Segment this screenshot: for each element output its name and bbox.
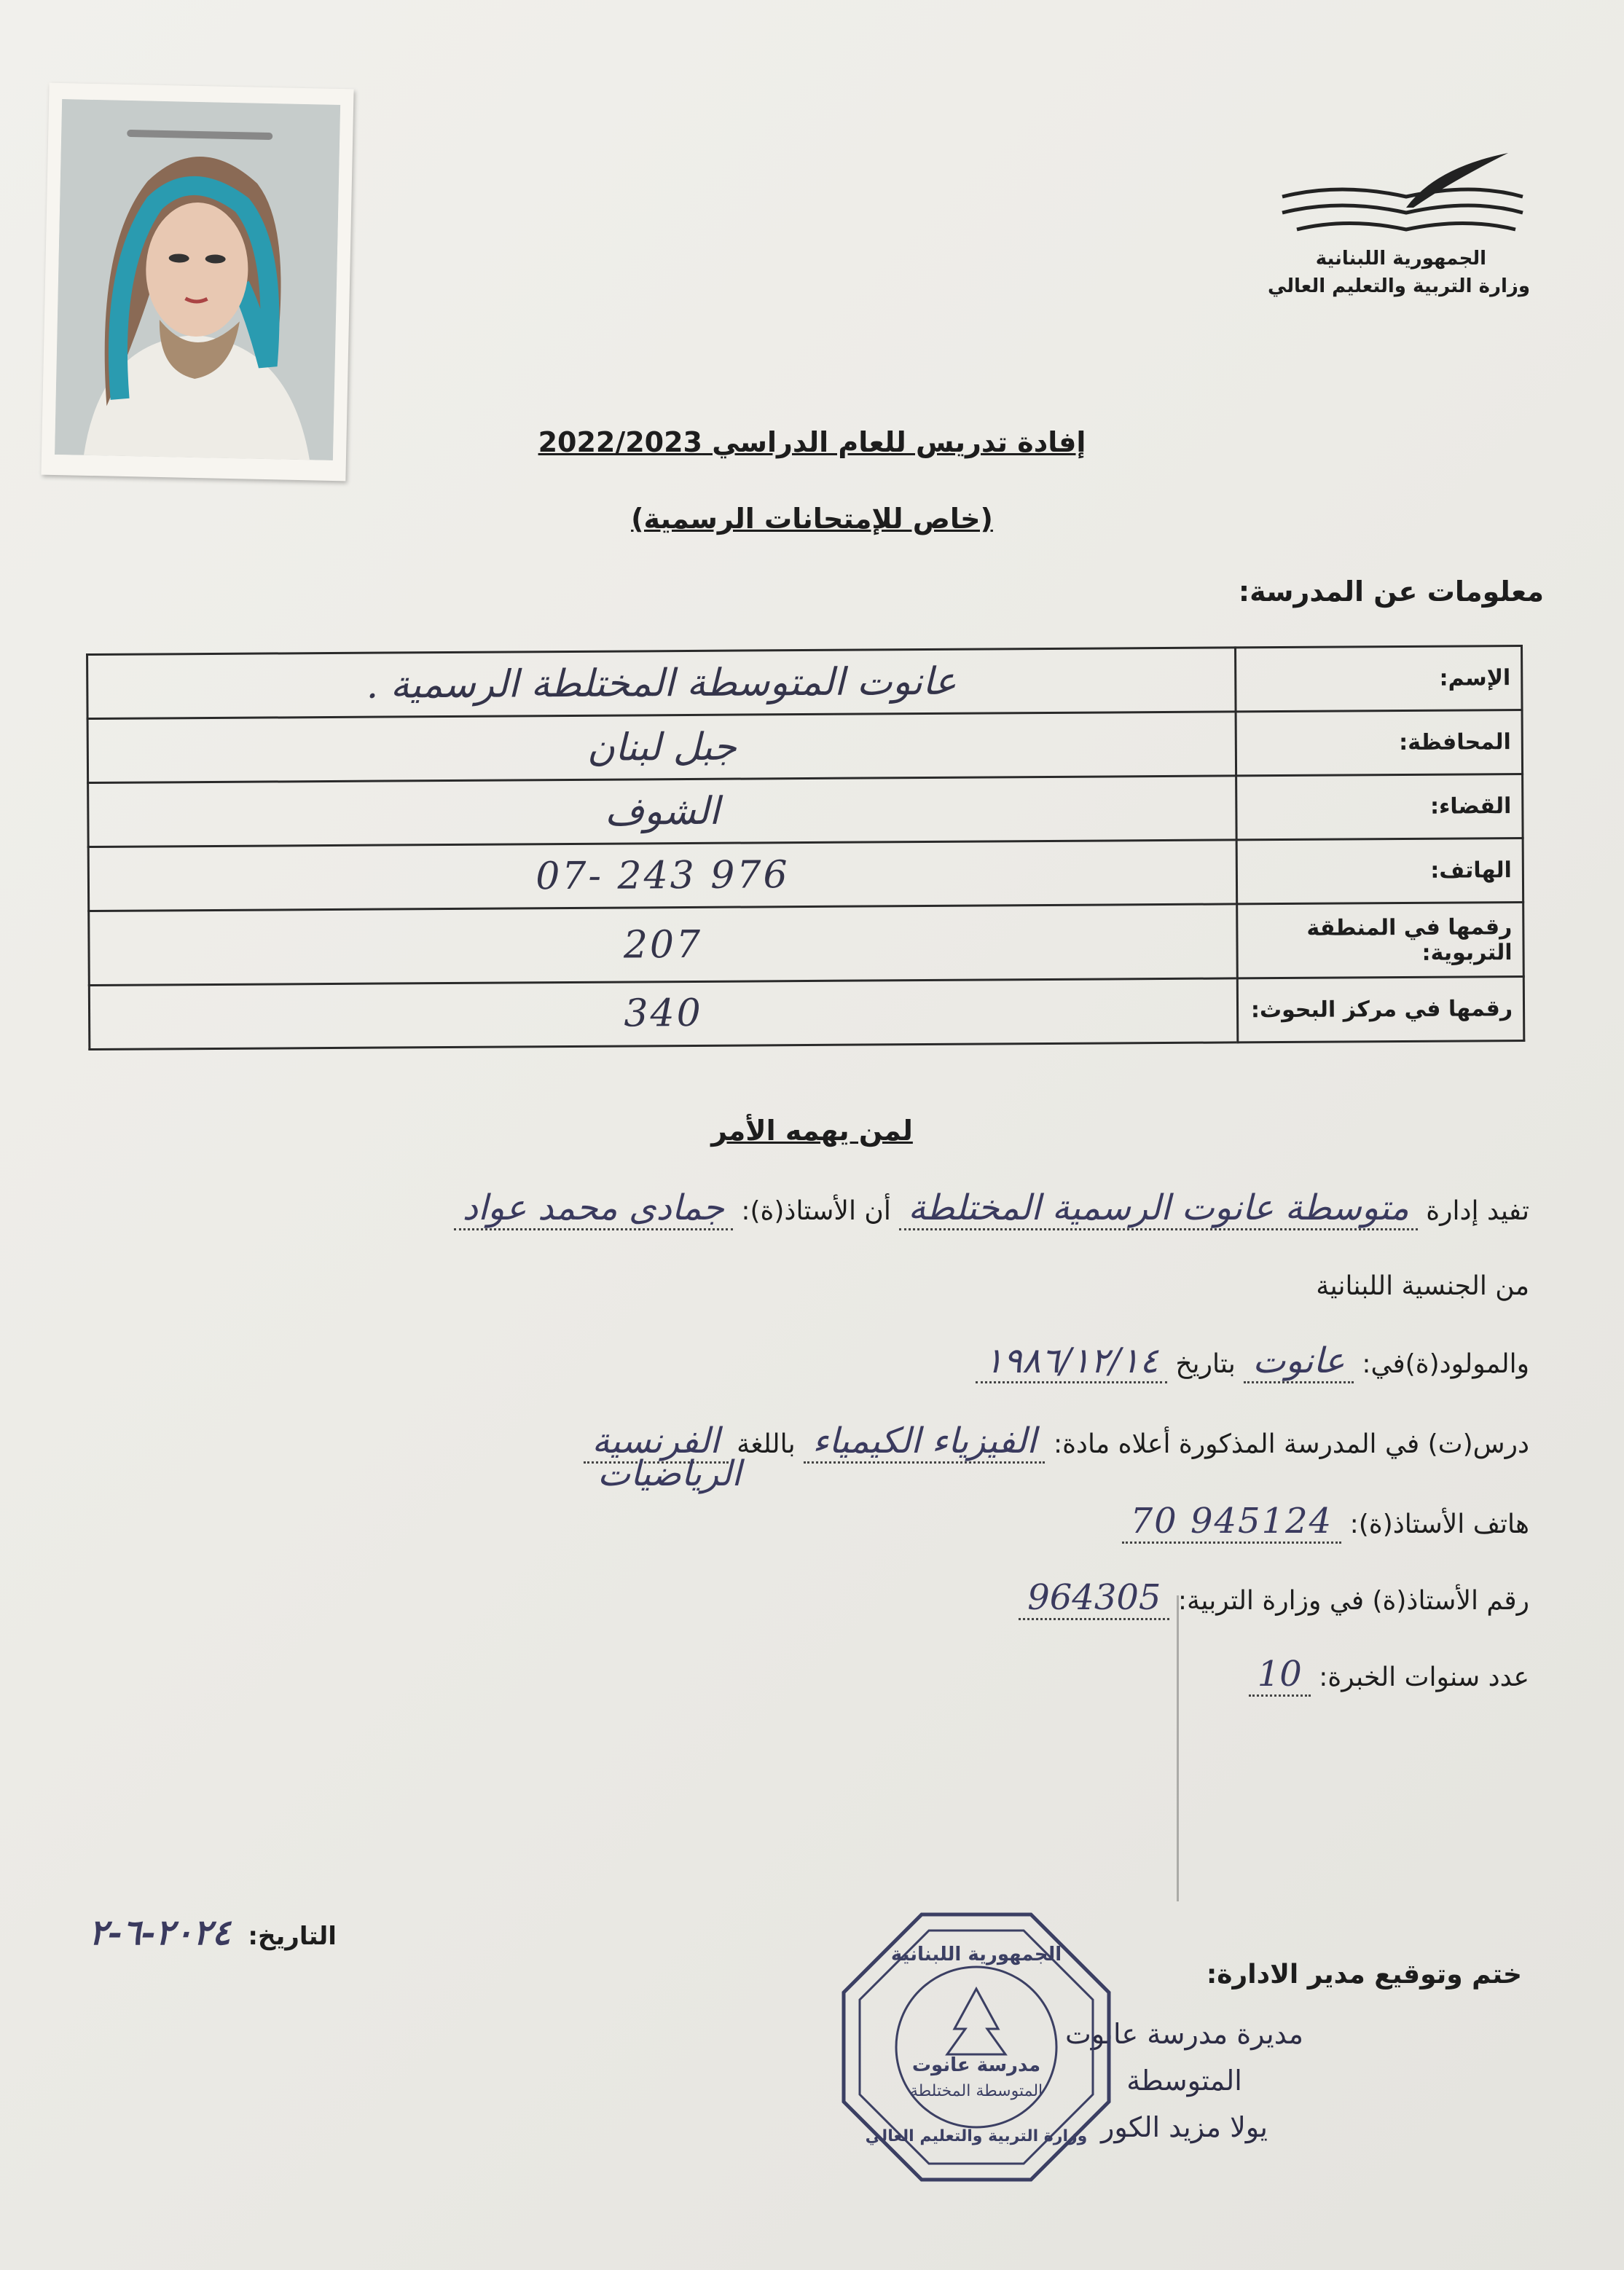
row-label: المحافظة: — [1236, 710, 1523, 776]
table-row — [87, 646, 1523, 719]
table-row — [88, 839, 1523, 911]
teacher-name-handwritten: جمادى محمد عواد — [454, 1187, 733, 1230]
body-line-6: رقم الأستاذ(ة) في وزارة التربية: 964305 — [1019, 1577, 1529, 1618]
row-value: عانوت المتوسطة المختلطة الرسمية . — [87, 648, 1236, 719]
row-value: 207 — [89, 904, 1238, 985]
open-book-icon — [1268, 146, 1545, 240]
stamp-top-text: الجمهورية اللبنانية — [890, 1944, 1062, 1965]
signature-label: ختم وتوقيع مدير الادارة: — [1206, 1960, 1522, 1990]
applicant-photo — [41, 83, 353, 482]
table-row — [87, 710, 1523, 783]
school-section-label: معلومات عن المدرسة: — [1238, 576, 1544, 608]
stamp-bottom-text: وزارة التربية والتعليم العالي — [865, 2127, 1088, 2145]
date-label: التاريخ: — [248, 1922, 337, 1951]
footer-date — [80, 1912, 337, 1953]
language-handwritten: الفرنسية — [584, 1421, 729, 1464]
date-handwritten: ٢٠٢٤-٦-٢ — [89, 1912, 231, 1953]
body-line-5: هاتف الأستاذ(ة): 70 945124 — [1122, 1501, 1529, 1544]
row-value: 340 — [89, 978, 1238, 1050]
school-name-handwritten: متوسطة عانوت الرسمية المختلطة — [899, 1187, 1418, 1230]
ministry-logo — [1268, 146, 1545, 299]
signature-line-1: مديرة مدرسة عانوت — [1064, 2018, 1303, 2050]
document-subtitle: (خاص للإمتحانات الرسمية) — [631, 503, 993, 535]
row-label: الإسم: — [1236, 646, 1523, 712]
stamp-mid-text-1: مدرسة عانوت — [911, 2054, 1041, 2076]
ministry-number-handwritten: 964305 — [1019, 1577, 1169, 1620]
extra-subject-handwritten: الرياضيات — [597, 1453, 742, 1494]
ministry-label: وزارة التربية والتعليم العالي — [1267, 275, 1530, 297]
to-whom-heading: لمن يهمه الأمر — [711, 1115, 913, 1147]
paper-fold-line — [1177, 1595, 1179, 1901]
body-line-7: عدد سنوات الخبرة: 10 — [1249, 1654, 1529, 1694]
subject-handwritten: الفيزياء الكيمياء — [804, 1421, 1045, 1464]
body-line-1: تفيد إدارة متوسطة عانوت الرسمية المختلطة أن الأستاذ(ة): جمادى محمد عواد — [454, 1187, 1529, 1228]
portrait-image — [55, 99, 340, 460]
table-row — [89, 976, 1524, 1049]
body-line-4: درس(ت) في المدرسة المذكورة أعلاه مادة: الفيزياء الكيمياء باللغة الفرنسية — [584, 1421, 1530, 1461]
school-info-table — [86, 645, 1525, 1050]
row-label: رقمها في المنطقة التربوية: — [1237, 903, 1524, 978]
document-title: إفادة تدريس للعام الدراسي 2022/2023 — [538, 426, 1086, 458]
birthplace-handwritten: عانوت — [1244, 1340, 1354, 1383]
portrait-illustration — [55, 99, 340, 460]
row-value: جبل لبنان — [87, 712, 1236, 783]
row-label: رقمها في مركز البحوث: — [1237, 976, 1524, 1042]
birthdate-handwritten: ١٩٨٦/١٢/١٤ — [976, 1340, 1167, 1383]
row-value: 07- 243 976 — [88, 840, 1237, 911]
body-line-2: من الجنسية اللبنانية — [1316, 1271, 1529, 1301]
stamp-mid-text-2: المتوسطة المختلطة — [909, 2082, 1043, 2100]
row-label: القضاء: — [1236, 774, 1523, 840]
official-stamp — [838, 1909, 1115, 2185]
signature-line-2: المتوسطة — [1126, 2065, 1242, 2097]
republic-label: الجمهورية اللبنانية — [1315, 248, 1486, 270]
row-value: الشوف — [88, 776, 1237, 847]
signature-line-3: يولا مزيد الكور — [1101, 2111, 1268, 2143]
row-label: الهاتف: — [1236, 839, 1523, 904]
body-line-3: والمولود(ة)في: عانوت بتاريخ ١٩٨٦/١٢/١٤ — [976, 1340, 1529, 1381]
teacher-phone-handwritten: 70 945124 — [1122, 1501, 1342, 1544]
table-row — [88, 774, 1523, 847]
table-row — [89, 903, 1524, 986]
experience-years-handwritten: 10 — [1249, 1654, 1311, 1697]
